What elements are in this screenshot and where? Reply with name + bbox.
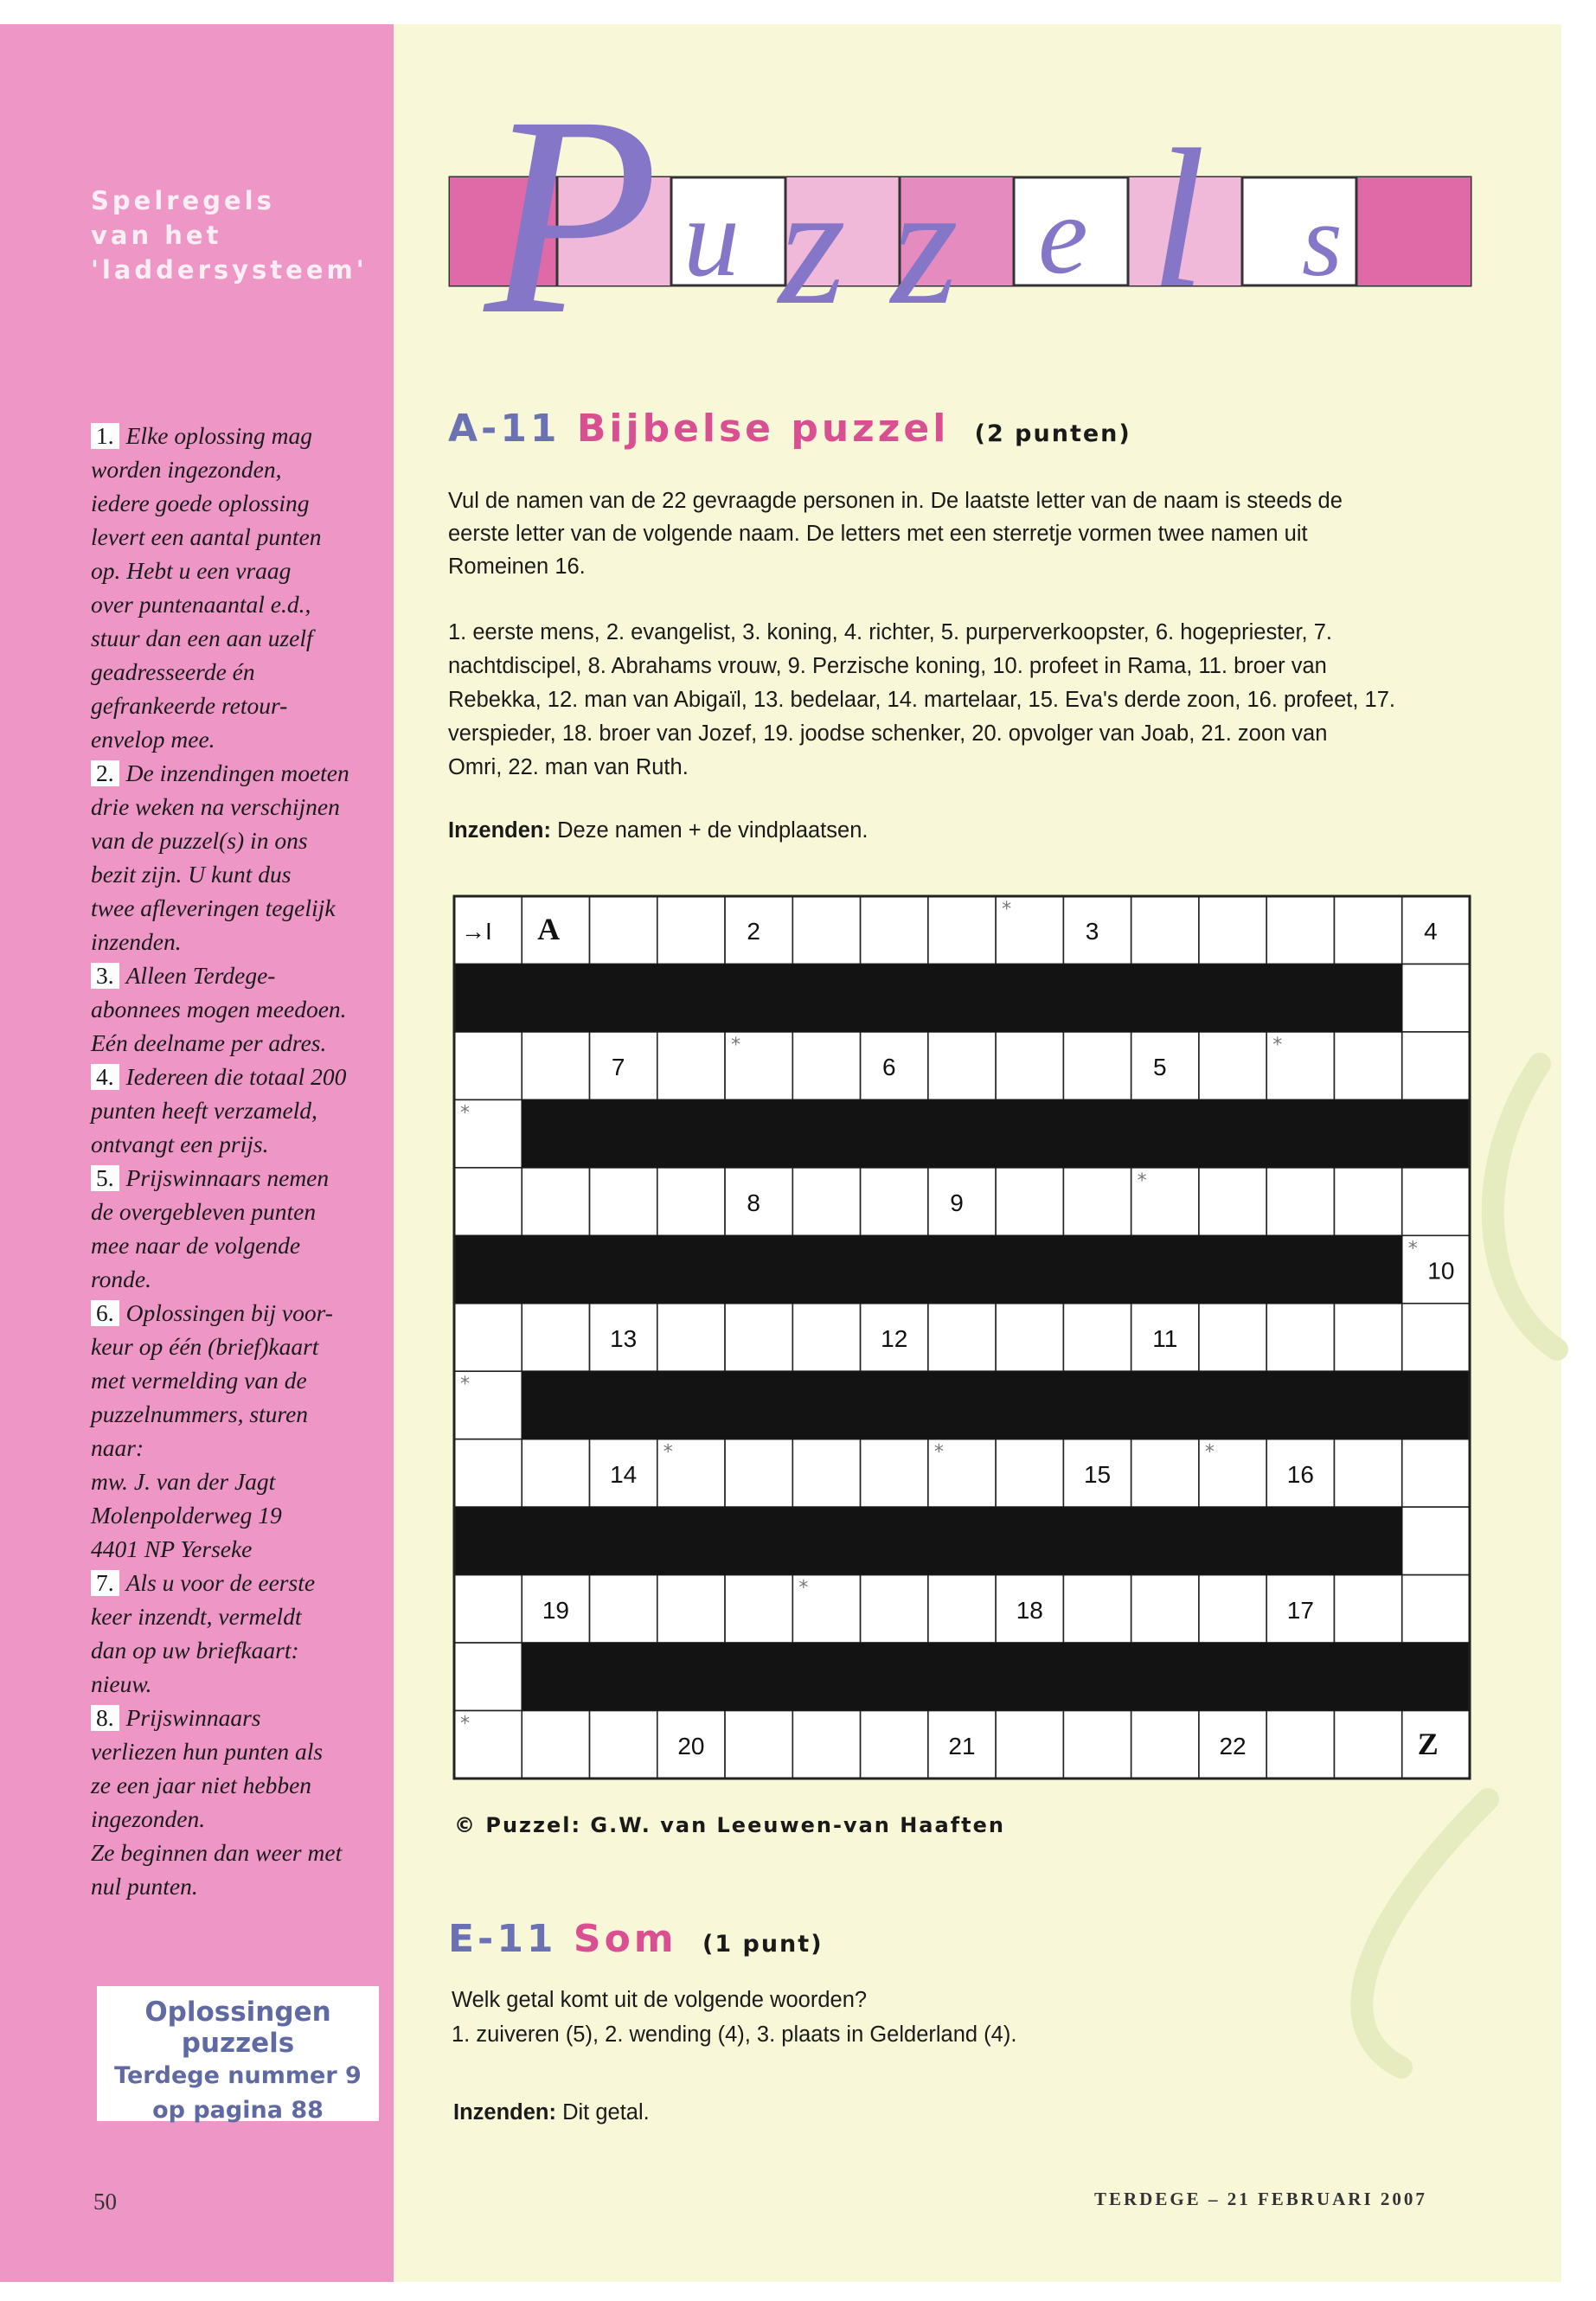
star-marker: *: [1407, 1238, 1418, 1260]
grid-cell[interactable]: [996, 1168, 1063, 1235]
clue-number: 17: [1286, 1596, 1314, 1624]
grid-cell[interactable]: [522, 1439, 589, 1507]
grid-cell[interactable]: [792, 1304, 860, 1371]
grid-cell[interactable]: [1402, 1168, 1470, 1235]
rule-line: [91, 1498, 389, 1532]
rule-text: worden ingezonden,: [91, 456, 282, 483]
black-band: [454, 1507, 1402, 1574]
star-marker: *: [1272, 1034, 1283, 1056]
clue-number: 9: [950, 1189, 964, 1217]
grid-cell[interactable]: [792, 1711, 860, 1779]
rules-heading-line: Spelregels: [91, 186, 275, 215]
clue-number: 2: [747, 918, 760, 945]
banner-letter: e: [1038, 173, 1088, 298]
grid-cell[interactable]: [1199, 896, 1266, 964]
grid-cell[interactable]: [1131, 1711, 1199, 1779]
rule-text: Alleen Terdege-: [125, 962, 276, 989]
grid-cell[interactable]: [1402, 1575, 1470, 1643]
puzzle-a-clues: [448, 616, 1469, 785]
clue-number: 16: [1286, 1460, 1314, 1488]
rule-text: ze een jaar niet hebben: [91, 1772, 312, 1798]
rule-number: 6.: [91, 1300, 119, 1326]
rule-text: nul punten.: [91, 1873, 198, 1900]
grid-cell[interactable]: [1334, 1439, 1401, 1507]
rule-text: 4401 NP Yerseke: [91, 1535, 253, 1562]
rule-line: [91, 1701, 389, 1734]
star-marker: *: [1137, 1170, 1147, 1192]
grid-cell[interactable]: [1199, 1304, 1266, 1371]
clue-number: 22: [1219, 1732, 1247, 1759]
rule-text: Als u voor de eerste: [125, 1569, 316, 1596]
puzzle-e-code: E-11: [448, 1917, 557, 1961]
grid-cell[interactable]: [792, 1032, 860, 1099]
grid-cell[interactable]: [725, 1304, 792, 1371]
grid-cell[interactable]: [1402, 964, 1470, 1031]
rule-text: op. Hebt u een vraag: [91, 557, 292, 584]
rule-line: [91, 1633, 389, 1667]
star-marker: *: [933, 1441, 944, 1464]
rule-line: [91, 1599, 389, 1633]
send-label: Inzenden:: [453, 2100, 556, 2125]
grid-cell[interactable]: [792, 1168, 860, 1235]
grid-cell[interactable]: [657, 1575, 725, 1643]
rule-line: [91, 1869, 389, 1903]
grid-cell[interactable]: [1334, 1168, 1401, 1235]
grid-cell[interactable]: [1402, 1032, 1470, 1099]
rule-line: [91, 1330, 389, 1363]
clue-number: 6: [881, 1054, 896, 1081]
grid-cell[interactable]: [996, 1304, 1063, 1371]
rule-number: 4.: [91, 1064, 119, 1090]
grid-cell[interactable]: [792, 1439, 860, 1507]
rules-list: [91, 419, 389, 1903]
puzzle-e-title: [448, 1917, 824, 1961]
magazine-issue: TERDEGE – 21 FEBRUARI 2007: [1094, 2189, 1427, 2209]
clue-line: 1. eerste mens, 2. evangelist, 3. koning, 4. richter, 5. purperverkoopster, 6. hogepriester, 7.: [448, 620, 1332, 644]
grid-cell[interactable]: [792, 896, 860, 964]
banner-letter: z: [891, 150, 958, 341]
rule-line: [91, 1431, 389, 1465]
rule-text: stuur dan een aan uzelf: [91, 625, 313, 651]
rule-line: [91, 1465, 389, 1498]
grid-cell[interactable]: [928, 1304, 996, 1371]
grid-cell[interactable]: [996, 1439, 1063, 1507]
grid-cell[interactable]: [725, 1711, 792, 1779]
rule-line: [91, 1802, 389, 1836]
send-text: Deze namen + de vindplaatsen.: [557, 818, 869, 843]
puzzle-a-title: [448, 407, 1131, 451]
rule-line: [91, 1363, 389, 1397]
star-marker: *: [1204, 1441, 1215, 1464]
rule-text: nieuw.: [91, 1670, 152, 1697]
rule-line: [91, 756, 389, 790]
intro-line: eerste letter van de volgende naam. De letters met een sterretje vormen twee namen uit: [448, 522, 1308, 546]
grid-cell[interactable]: [1334, 1575, 1401, 1643]
clue-number: 7: [611, 1054, 625, 1081]
rules-heading: [91, 183, 385, 287]
rule-line: [91, 520, 389, 554]
grid-cell[interactable]: [657, 896, 725, 964]
clue-number: 10: [1427, 1257, 1455, 1285]
rules-heading-line: van het: [91, 221, 222, 250]
puzzle-a-points: (2 punten): [974, 420, 1131, 447]
rule-text: keur op één (brief)kaart: [91, 1333, 319, 1360]
rule-line: [91, 1734, 389, 1768]
grid-cell[interactable]: [861, 1439, 928, 1507]
rule-text: ingezonden.: [91, 1805, 206, 1832]
rule-line: [91, 1161, 389, 1195]
grid-cell[interactable]: [590, 1575, 657, 1643]
grid-cell[interactable]: [522, 1711, 589, 1779]
clue-number: 11: [1152, 1325, 1178, 1352]
grid-cell[interactable]: [1402, 1507, 1470, 1574]
intro-line: Romeinen 16.: [448, 554, 586, 579]
rule-text: De inzendingen moeten: [125, 760, 349, 786]
grid-cell[interactable]: [657, 1032, 725, 1099]
rule-line: [91, 1228, 389, 1262]
rule-line: [91, 689, 389, 722]
solutions-page: op pagina 88: [152, 2097, 324, 2124]
clue-line: Rebekka, 12. man van Abigaïl, 13. bedelaar, 14. martelaar, 15. Eva's derde zoon, 16. profeet, 17.: [448, 688, 1395, 712]
grid-cell[interactable]: [928, 1032, 996, 1099]
solutions-box: [97, 1986, 379, 2124]
grid-cell[interactable]: [522, 1304, 589, 1371]
banner-letter: l: [1151, 108, 1206, 329]
rule-text: dan op uw briefkaart:: [91, 1637, 299, 1663]
rule-line: [91, 824, 389, 857]
grid-cell[interactable]: [1402, 1304, 1470, 1371]
grid-cell[interactable]: [1131, 1575, 1199, 1643]
rule-text: punten heeft verzameld,: [91, 1097, 317, 1124]
rule-line: [91, 452, 389, 486]
banner-letter: u: [683, 176, 740, 300]
rule-number: 8.: [91, 1705, 119, 1731]
solutions-title: Oplossingen puzzels: [144, 1997, 331, 2059]
grid-cell[interactable]: [996, 1032, 1063, 1099]
clue-number: 13: [610, 1325, 638, 1352]
clue-number: Z: [1417, 1726, 1439, 1761]
puzzle-a-intro: [448, 484, 1443, 583]
rule-text: Ze beginnen dan weer met: [91, 1839, 343, 1866]
grid-cell[interactable]: [725, 1439, 792, 1507]
puzzle-a-code: A-11: [448, 407, 561, 451]
grid-cell[interactable]: [454, 1304, 522, 1371]
grid-cell[interactable]: [1334, 1032, 1401, 1099]
rule-line: [91, 891, 389, 925]
rule-line: [91, 1026, 389, 1060]
rule-line: [91, 722, 389, 756]
rule-text: Molenpolderweg 19: [91, 1502, 282, 1529]
rule-line: [91, 1296, 389, 1330]
crossword-grid-svg: [452, 894, 1471, 1780]
rule-text: geadresseerde én: [91, 658, 255, 685]
grid-cell[interactable]: [996, 1711, 1063, 1779]
rule-text: mee naar de volgende: [91, 1232, 301, 1259]
puzzle-e-name: Som: [573, 1917, 677, 1961]
grid-cell[interactable]: [1063, 1575, 1131, 1643]
clue-number: 15: [1083, 1460, 1112, 1488]
grid-cell[interactable]: [1063, 1032, 1131, 1099]
clue-line: verspieder, 18. broer van Jozef, 19. joodse schenker, 20. opvolger van Joab, 21. zoon van: [448, 721, 1328, 746]
grid-cell[interactable]: [1334, 1711, 1401, 1779]
star-marker: *: [798, 1577, 809, 1599]
puzzle-e-send: [453, 2100, 650, 2125]
rule-text: drie weken na verschijnen: [91, 793, 340, 820]
clue-number: 21: [948, 1732, 976, 1759]
rule-text: iedere goede oplossing: [91, 490, 310, 516]
clue-number: 20: [677, 1732, 705, 1759]
banner-letter: z: [779, 150, 846, 341]
rule-text: van de puzzel(s) in ons: [91, 827, 308, 854]
grid-cell[interactable]: [454, 1168, 522, 1235]
grid-cell[interactable]: [1334, 896, 1401, 964]
rule-number: 1.: [91, 423, 119, 449]
clue-number: 12: [881, 1325, 908, 1352]
grid-cell[interactable]: [1131, 896, 1199, 964]
clue-line: Omri, 22. man van Ruth.: [448, 755, 689, 779]
grid-cell[interactable]: [590, 1711, 657, 1779]
clue-number: 5: [1153, 1054, 1167, 1081]
grid-cell[interactable]: [1266, 896, 1334, 964]
rule-line: [91, 1060, 389, 1093]
rule-line: [91, 554, 389, 587]
clue-number: 3: [1085, 918, 1099, 945]
rule-line: [91, 992, 389, 1026]
grid-cell[interactable]: [1402, 1439, 1470, 1507]
grid-cell[interactable]: [1063, 1304, 1131, 1371]
puzzle-e-points: (1 punt): [702, 1931, 824, 1958]
grid-cell[interactable]: [1063, 1168, 1131, 1235]
black-band: [522, 1099, 1470, 1167]
rule-line: [91, 486, 389, 520]
clue-number: 18: [1016, 1596, 1043, 1624]
intro-line: Vul de namen van de 22 gevraagde personen in. De laatste letter van de naam is steeds de: [448, 489, 1343, 513]
grid-cell[interactable]: [454, 1643, 522, 1710]
grid-cell[interactable]: [657, 1168, 725, 1235]
rule-text: bezit zijn. U kunt dus: [91, 861, 292, 888]
puzzle-e-text: [452, 1983, 1016, 2052]
grid-cell[interactable]: [861, 1575, 928, 1643]
rule-text: Eén deelname per adres.: [91, 1029, 327, 1056]
rule-line: [91, 790, 389, 824]
rule-text: Prijswinnaars nemen: [125, 1164, 330, 1191]
star-marker: *: [663, 1441, 673, 1464]
rule-line: [91, 857, 389, 891]
grid-cell[interactable]: [657, 1304, 725, 1371]
rule-line: [91, 1836, 389, 1869]
rule-line: [91, 621, 389, 655]
rule-line: [91, 1397, 389, 1431]
grid-cell[interactable]: [522, 1168, 589, 1235]
send-label: Inzenden:: [448, 818, 551, 843]
rule-line: [91, 1667, 389, 1701]
rule-text: gefrankeerde retour-: [91, 692, 288, 719]
rule-text: verliezen hun punten als: [91, 1738, 324, 1765]
clue-number: 4: [1424, 918, 1438, 945]
clue-number: A: [537, 912, 561, 947]
rule-line: [91, 1768, 389, 1802]
grid-cell[interactable]: [590, 896, 657, 964]
rule-number: 7.: [91, 1570, 119, 1596]
grid-cell[interactable]: [725, 1575, 792, 1643]
grid-cell[interactable]: [928, 1575, 996, 1643]
star-marker: *: [460, 1374, 470, 1396]
rule-text: Prijswinnaars: [125, 1704, 261, 1731]
clue-number: 14: [610, 1460, 638, 1488]
grid-cell[interactable]: [1199, 1168, 1266, 1235]
rule-text: ronde.: [91, 1266, 152, 1292]
grid-cell[interactable]: [1063, 1711, 1131, 1779]
rule-number: 5.: [91, 1165, 119, 1191]
grid-cell[interactable]: [1266, 1168, 1334, 1235]
page-number: 50: [93, 2189, 117, 2214]
rule-text: ontvangt een prijs.: [91, 1131, 269, 1157]
grid-cell[interactable]: [454, 1439, 522, 1507]
grid-cell[interactable]: [1266, 1711, 1334, 1779]
grid-cell[interactable]: [928, 896, 996, 964]
rule-number: 2.: [91, 760, 119, 786]
clue-number: 19: [542, 1596, 569, 1624]
grid-cell[interactable]: [590, 1168, 657, 1235]
rule-line: [91, 1093, 389, 1127]
black-band: [522, 1643, 1470, 1710]
rule-text: mw. J. van der Jagt: [91, 1468, 276, 1495]
rule-text: puzzelnummers, sturen: [91, 1400, 309, 1427]
rule-text: de overgebleven punten: [91, 1198, 317, 1225]
rule-line: [91, 419, 389, 452]
clue-line: nachtdiscipel, 8. Abrahams vrouw, 9. Perzische koning, 10. profeet in Rama, 11. broer van: [448, 654, 1327, 678]
banner-letter: s: [1302, 183, 1343, 298]
puzzle-credit: © Puzzel: G.W. van Leeuwen-van Haaften: [454, 1813, 1005, 1837]
black-band: [454, 964, 1402, 1031]
rule-text: levert een aantal punten: [91, 523, 322, 550]
rule-line: [91, 1195, 389, 1228]
puzzle-a-send: [448, 818, 868, 843]
rule-line: [91, 587, 389, 621]
grid-cell[interactable]: [1266, 1304, 1334, 1371]
black-band: [522, 1371, 1470, 1439]
black-band: [454, 1235, 1402, 1303]
rule-text: Oplossingen bij voor-: [125, 1299, 333, 1326]
rule-line: [91, 925, 389, 958]
grid-cell[interactable]: [454, 1575, 522, 1643]
rule-line: [91, 1566, 389, 1599]
puzzle-a-name: Bijbelse puzzel: [576, 407, 950, 451]
rule-text: keer inzendt, vermeldt: [91, 1603, 302, 1630]
grid-cell[interactable]: [861, 1168, 928, 1235]
rule-text: Iedereen die totaal 200: [125, 1063, 347, 1090]
som-line: 1. zuiveren (5), 2. wending (4), 3. plaats in Gelderland (4).: [452, 2022, 1017, 2047]
grid-cell[interactable]: [861, 1711, 928, 1779]
crossword-grid: [452, 894, 1471, 1780]
rule-number: 3.: [91, 963, 119, 989]
som-line: Welk getal komt uit de volgende woorden?: [452, 1988, 868, 2012]
rule-text: Elke oplossing mag: [125, 422, 313, 449]
rule-text: met vermelding van de: [91, 1367, 307, 1394]
rule-line: [91, 958, 389, 992]
star-marker: *: [460, 1102, 470, 1125]
banner-letter: P: [484, 58, 659, 374]
grid-cell[interactable]: [1334, 1304, 1401, 1371]
rule-text: naar:: [91, 1434, 144, 1461]
start-arrow: →I: [461, 918, 492, 945]
rule-text: inzenden.: [91, 928, 182, 955]
rule-text: twee afleveringen tegelijk: [91, 894, 336, 921]
clue-number: 8: [747, 1189, 760, 1217]
star-marker: *: [1002, 899, 1012, 920]
rule-text: abonnees mogen meedoen.: [91, 996, 347, 1022]
star-marker: *: [731, 1034, 741, 1056]
rule-line: [91, 1127, 389, 1161]
grid-cell[interactable]: [522, 1032, 589, 1099]
grid-cell[interactable]: [1131, 1439, 1199, 1507]
rule-line: [91, 655, 389, 689]
rule-text: over puntenaantal e.d.,: [91, 591, 311, 618]
rule-line: [91, 1532, 389, 1566]
send-text: Dit getal.: [562, 2100, 650, 2125]
grid-cell[interactable]: [1199, 1032, 1266, 1099]
rule-text: envelop mee.: [91, 726, 215, 753]
grid-cell[interactable]: [861, 896, 928, 964]
star-marker: *: [460, 1713, 470, 1735]
rule-line: [91, 1262, 389, 1296]
rules-heading-line: 'laddersysteem': [91, 255, 368, 285]
grid-cell[interactable]: [1199, 1575, 1266, 1643]
solutions-issue: Terdege nummer 9: [114, 2062, 362, 2089]
grid-cell[interactable]: [454, 1032, 522, 1099]
